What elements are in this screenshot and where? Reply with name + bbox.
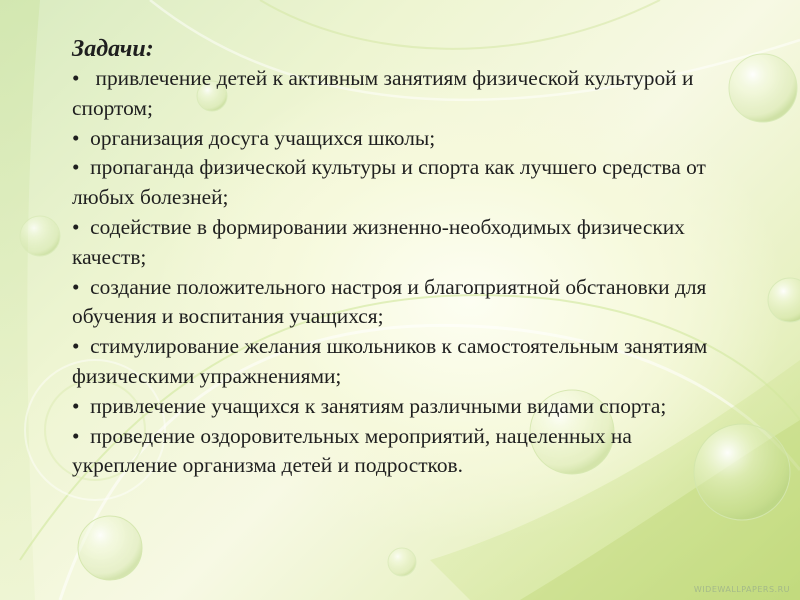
task-item: • проведение оздоровительных мероприятий, нацеленных на укрепление организма детей и подростков. bbox=[72, 423, 638, 478]
task-item: • пропаганда физической культуры и спорта как лучшего средства от любых болезней; bbox=[72, 155, 712, 210]
slide-heading bbox=[72, 34, 732, 64]
task-item: • стимулирование желания школьников к самостоятельным занятиям физическими упражнениями; bbox=[72, 334, 713, 388]
task-item: • содействие в формировании жизненно-необходимых физических качеств; bbox=[72, 214, 691, 269]
watermark: WIDEWALLPAPERS.RU bbox=[693, 585, 790, 594]
heading-colon: : bbox=[145, 36, 154, 62]
task-item: • организация досуга учащихся школы; bbox=[72, 125, 436, 150]
task-item: • создание положительного настроя и благоприятной обстановки для обучения и воспитания учащихся; bbox=[72, 274, 712, 329]
tasks-list bbox=[72, 64, 732, 481]
task-list-block bbox=[72, 34, 732, 481]
heading-text: Задачи bbox=[72, 36, 146, 62]
task-item: • привлечение учащихся к занятиям различными видами спорта; bbox=[72, 393, 667, 418]
task-item: • привлечение детей к активным занятиям физической культурой и спортом; bbox=[72, 66, 726, 120]
